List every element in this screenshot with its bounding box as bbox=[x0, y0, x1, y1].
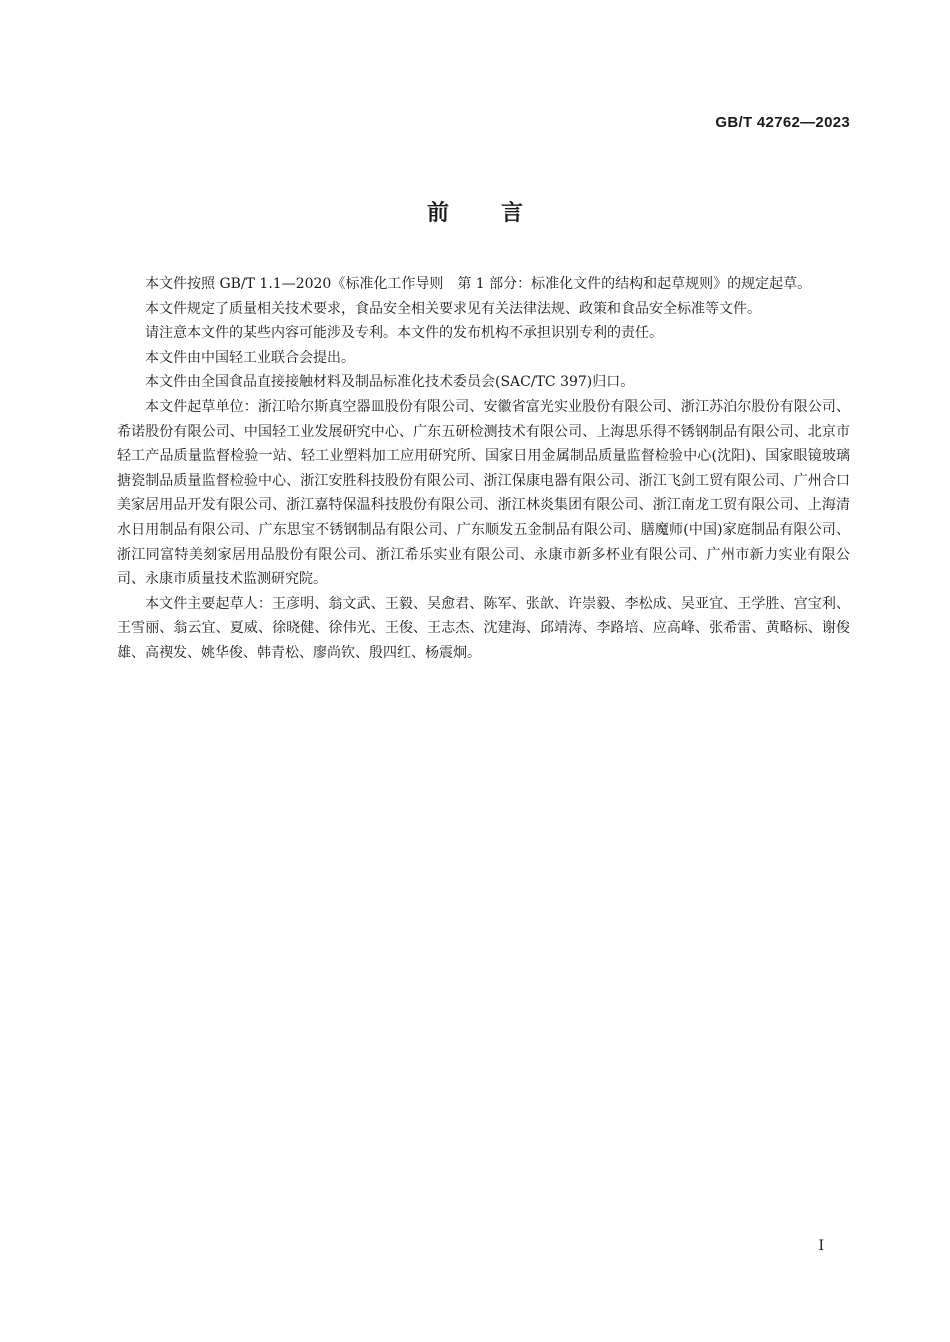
page-title: 前言 bbox=[426, 201, 575, 226]
paragraph-committee: 本文件由全国食品直接接触材料及制品标准化技术委员会(SAC/TC 397)归口。 bbox=[145, 374, 635, 391]
paragraph-proposer: 本文件由中国轻工业联合会提出。 bbox=[145, 349, 355, 366]
paragraph-quality-requirements: 本文件规定了质量相关技术要求，食品安全相关要求见有关法律法规、政策和食品安全标准等文件。 bbox=[145, 300, 761, 317]
page-number: I bbox=[818, 1238, 824, 1254]
paragraph-drafting-rules: 本文件按照 GB/T 1.1—2020《标准化工作导则 第 1 部分：标准化文件的结构和起草规则》的规定起草。 bbox=[145, 276, 812, 292]
standard-code: GB/T 42762—2023 bbox=[715, 114, 850, 131]
paragraph-patent-notice: 请注意本文件的某些内容可能涉及专利。本文件的发布机构不承担识别专利的责任。 bbox=[145, 325, 663, 342]
paragraph-drafting-units: 本文件起草单位：浙江哈尔斯真空器皿股份有限公司、安徽省富光实业股份有限公司、浙江苏泊尔股份有限公司、希诺股份有限公司、中国轻工业发展研究中心、广东五研检测技术有限公司、上海思乐得不锈钢制品有限公司、北京市轻工产品质量监督检验一站、轻工业塑料加工应用研究所、国家日用金属制品质量监督检验中心(沈阳)、国家眼镜玻璃搪瓷制品质量监督检验中心、浙江安胜科技股份有限公司、浙江保康电器有限公司、浙江飞剑工贸有限公司、广州合口美家居用品开发有限公司、浙江嘉特保温科技股份有限公司、浙江林炎集团有限公司、浙江南龙工贸有限公司、上海清水日用制品有限公司、广东思宝不锈钢制品有限公司、广东顺发五金制品有限公司、膳魔师(中国)家庭制品有限公司、浙江同富特美刻家居用品股份有限公司、浙江希乐实业有限公司、永康市新多杯业有限公司、广州市新力实业有限公司、永康市质量技术监测研究院。 bbox=[117, 398, 850, 588]
preface-body bbox=[117, 272, 850, 666]
paragraph-drafters: 本文件主要起草人：王彦明、翁文武、王毅、吴愈君、陈军、张歆、许崇毅、李松成、吴亚宜、王学胜、宫宝利、王雪丽、翁云宜、夏威、徐晓健、徐伟光、王俊、王志杰、沈建海、邱靖涛、李路培、应高峰、张希雷、黄略标、谢俊雄、高禊发、姚华俊、韩青松、廖尚钦、殷四红、杨震炯。 bbox=[117, 595, 850, 661]
